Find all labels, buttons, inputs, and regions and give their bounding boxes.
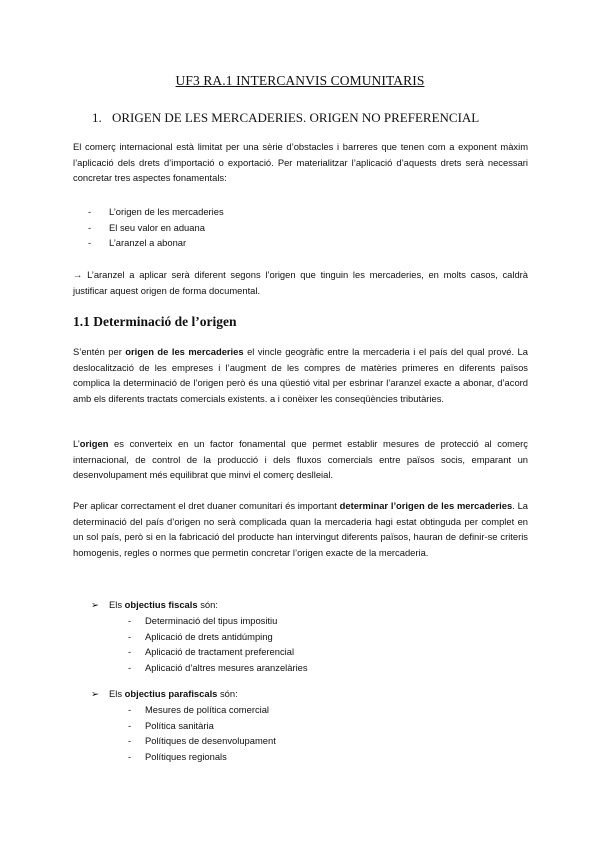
list-item: - Mesures de política comercial <box>128 702 276 718</box>
dash-bullet-icon: - <box>128 719 132 731</box>
aspects-list <box>88 204 224 251</box>
parafiscal-objectives-heading: ➢ Els objectius parafiscals són: <box>91 686 238 702</box>
list-item: - El seu valor en aduana <box>88 220 224 236</box>
dash-bullet-icon: - <box>128 615 132 626</box>
aranzel-note: → L’aranzel a aplicar serà diferent segons l’origen que tinguin les mercaderies, en molts casos, caldrà justificar aquest origen de forma documental. <box>73 269 528 296</box>
dash-bullet-icon: - <box>88 237 92 248</box>
document-title: UF3 RA.1 INTERCANVIS COMUNITARIS <box>175 73 425 88</box>
list-item: - Aplicació de drets antidúmping <box>128 629 308 645</box>
list-item: - L’aranzel a abonar <box>88 235 224 251</box>
arrow-bullet-icon: ➢ <box>91 688 99 699</box>
origin-importance-paragraph: L’origen es converteix en un factor fonamental que permet establir mesures de protecció al comerç internacional, de control de la producció i dels fluxos comercials entre països socis, emparant un desenvolupament més equilibrat que minvi el comerç deslleial. <box>73 438 528 480</box>
determine-origin-paragraph: Per aplicar correctament el dret duaner comunitari és important determinar l’origen de les mercaderies. La determinació del país d’origen no serà complicada quan la mercaderia hagi estat obtinguda per complet en un sol país, però si en la fabricació del producte han intervingut diferents països, hauran de definir-se criteris homogenis, regles o normes que permetin concretar l’origen exacte de la mercaderia. <box>73 500 528 558</box>
bold-term: origen <box>79 438 109 449</box>
section-1-heading <box>92 110 479 126</box>
dash-bullet-icon: - <box>128 750 132 762</box>
arrow-bullet-icon: ➢ <box>91 599 99 610</box>
parafiscal-objectives-list <box>128 702 276 764</box>
list-item: - Aplicació d’altres mesures aranzelàries <box>128 660 308 676</box>
list-item: - Polítiques de desenvolupament <box>128 733 276 749</box>
fiscal-objectives-heading: ➢ Els objectius fiscals són: <box>91 597 218 613</box>
fiscal-objectives-list <box>128 613 308 675</box>
list-item: - Aplicació de tractament preferencial <box>128 644 308 660</box>
section-1-1-heading: 1.1 Determinació de l’origen <box>73 314 237 329</box>
list-item: - L’origen de les mercaderies <box>88 204 224 220</box>
list-item: - Polítiques regionals <box>128 749 276 765</box>
list-item: - Determinació del tipus impositiu <box>128 613 308 629</box>
dash-bullet-icon: - <box>128 661 132 673</box>
bold-term: determinar l’origen de les mercaderies <box>339 500 513 511</box>
origin-definition-paragraph: S’entén per origen de les mercaderies el vincle geogràfic entre la mercaderia i el país del qual prové. La deslocalització de les empreses i l’augment de les compres de matèries primeres en diferents països complica la determinació de l’origen però és una qüestió vital per esbrinar l’aranzel exacte a abonar, d’acord amb els diferents tractats comercials existents. a i conèixer les conseqüències tributàries. <box>73 346 528 404</box>
dash-bullet-icon: - <box>128 646 132 658</box>
bold-term: origen de les mercaderies <box>125 346 244 357</box>
list-item: - Política sanitària <box>128 718 276 734</box>
dash-bullet-icon: - <box>128 704 132 715</box>
dash-bullet-icon: - <box>88 221 92 233</box>
dash-bullet-icon: - <box>128 735 132 747</box>
dash-bullet-icon: - <box>128 630 132 642</box>
dash-bullet-icon: - <box>88 206 92 217</box>
section-1-number: 1. <box>92 110 102 125</box>
intro-paragraph: El comerç internacional està limitat per una sèrie d’obstacles i barreres que tenen com a exponent màxim l’aplicació dels drets d’importació o exportació. Per materialitzar l’aplicació d’aquests drets serà necessari concretar tres aspectes fonamentals: <box>73 141 528 183</box>
section-1-heading-text: ORIGEN DE LES MERCADERIES. ORIGEN NO PREFERENCIAL <box>112 110 480 125</box>
